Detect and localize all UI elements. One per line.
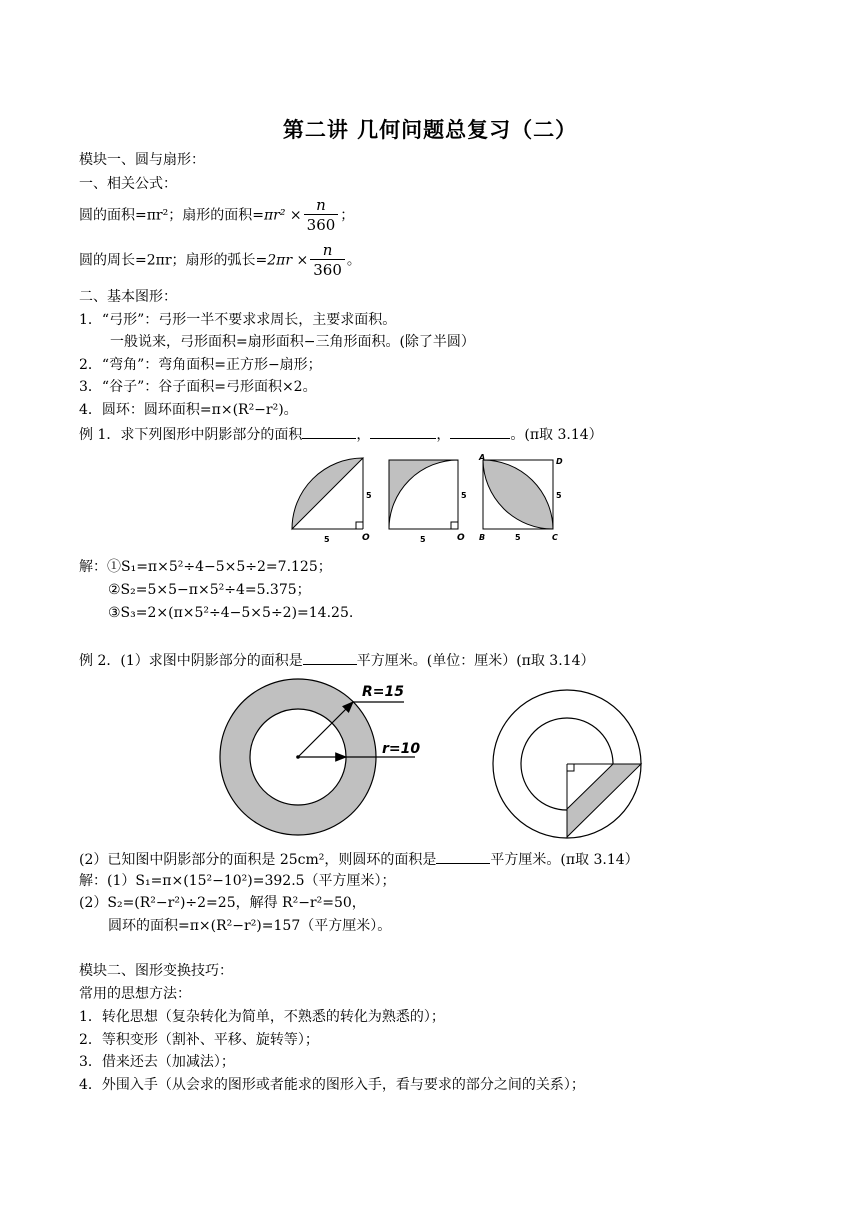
solution-line: 圆环的面积=π×(R²−r²)=157（平方厘米）。	[108, 918, 392, 934]
corner-figure	[389, 460, 467, 544]
example2-text: (2）已知图中阴影部分的面积是 25cm²，则圆环的面积是	[79, 852, 437, 868]
example1-question	[79, 424, 603, 444]
point-label-A: A	[479, 453, 486, 462]
side-label: 5	[556, 491, 562, 500]
concentric-figure	[493, 690, 641, 838]
point-label-O: O	[457, 533, 465, 543]
label-small-radius: r=10	[382, 741, 421, 757]
fraction-denominator: 360	[310, 259, 345, 280]
page-title: 第二讲 几何问题总复习（二）	[282, 117, 578, 142]
shaded-segment	[292, 458, 363, 529]
fraction-denominator: 360	[304, 214, 339, 235]
example1-note: 。(π取 3.14）	[510, 427, 603, 443]
annulus-figure	[220, 679, 420, 835]
side-label: 5	[366, 491, 372, 500]
answer-blank-2[interactable]	[370, 424, 436, 439]
separator: ；	[340, 207, 355, 224]
solution-line: 解：①S₁=π×5²÷4−5×5÷2=7.125；	[79, 559, 332, 575]
right-angle-mark	[356, 522, 363, 529]
point-label-B: B	[479, 533, 486, 542]
side-label: 5	[515, 533, 521, 542]
point-label-O: O	[362, 533, 370, 543]
area-formula	[79, 196, 354, 235]
segment-figure	[292, 458, 372, 544]
basic-figures-heading: 二、基本图形：	[79, 289, 177, 305]
circ-formula-expr: 2πr ×	[267, 252, 309, 269]
example2-text: 例 2．(1）求图中阴影部分的面积是	[79, 653, 303, 669]
area-formula-expr: πr² ×	[263, 207, 302, 224]
side-label: 5	[324, 535, 330, 544]
circ-fraction	[310, 241, 345, 280]
method-item: 2．等积变形（割补、平移、旋转等）；	[79, 1032, 319, 1048]
side-label: 5	[461, 491, 467, 500]
fraction-numerator: n	[322, 241, 333, 259]
comma: ，	[436, 427, 451, 443]
solution-line: (2）S₂=(R²−r²)÷2=25，解得 R²−r²=50，	[79, 895, 366, 911]
example2-text: 平方厘米。(π取 3.14）	[490, 852, 639, 868]
basic-item: 4．圆环：圆环面积=π×(R²−r²)。	[79, 402, 298, 418]
fraction-numerator: n	[316, 196, 326, 214]
circ-formula-prefix: 圆的周长=2πr；扇形的弧长=	[79, 252, 268, 269]
example2-figures	[210, 675, 660, 847]
module1-heading: 模块一、圆与扇形：	[79, 152, 205, 168]
circumference-formula	[79, 241, 361, 280]
solution-line: ③S₃=2×(π×5²÷4−5×5÷2)=14.25.	[108, 605, 354, 621]
basic-item: 3．“谷子”：谷子面积=弓形面积×2。	[79, 379, 317, 395]
separator: 。	[346, 252, 361, 269]
module2-heading: 模块二、图形变换技巧：	[79, 963, 233, 979]
area-formula-prefix: 圆的面积=πr²；扇形的面积=	[79, 207, 264, 224]
point-label-D: D	[556, 457, 563, 466]
answer-blank-5[interactable]	[436, 849, 490, 864]
module2-subheading: 常用的思想方法：	[79, 986, 191, 1002]
point-label-C: C	[552, 533, 558, 542]
example1-text: 例 1．求下列图形中阴影部分的面积	[79, 427, 303, 443]
answer-blank-1[interactable]	[302, 424, 356, 439]
basic-item: 2．“弯角”：弯角面积=正方形−扇形；	[79, 357, 322, 373]
label-big-radius: R=15	[362, 684, 404, 700]
example1-figures	[286, 452, 576, 544]
example2-text: 平方厘米。(单位：厘米）(π取 3.14）	[356, 653, 595, 669]
basic-item: 一般说来，弓形面积=扇形面积−三角形面积。(除了半圆）	[110, 334, 475, 350]
example2-question-2	[79, 849, 639, 869]
method-item: 4．外围入手（从会求的图形或者能求的图形入手，看与要求的部分之间的关系）；	[79, 1077, 585, 1093]
leaf-figure	[478, 453, 563, 542]
side-label: 5	[420, 535, 426, 544]
method-item: 3．借来还去（加减法）；	[79, 1054, 235, 1070]
method-item: 1．转化思想（复杂转化为简单，不熟悉的转化为熟悉的）；	[79, 1009, 445, 1025]
area-fraction	[304, 196, 339, 235]
basic-item: 1．“弓形”：弓形一半不要求求周长，主要求面积。	[79, 312, 397, 328]
solution-line: 解：(1）S₁=π×(15²−10²)=392.5（平方厘米）；	[79, 873, 396, 889]
answer-blank-3[interactable]	[450, 424, 510, 439]
example2-question-1	[79, 650, 594, 670]
solution-line: ②S₂=5×5−π×5²÷4=5.375；	[108, 582, 311, 598]
answer-blank-4[interactable]	[303, 650, 357, 665]
comma: ，	[356, 427, 371, 443]
formulas-heading: 一、相关公式：	[79, 176, 177, 192]
